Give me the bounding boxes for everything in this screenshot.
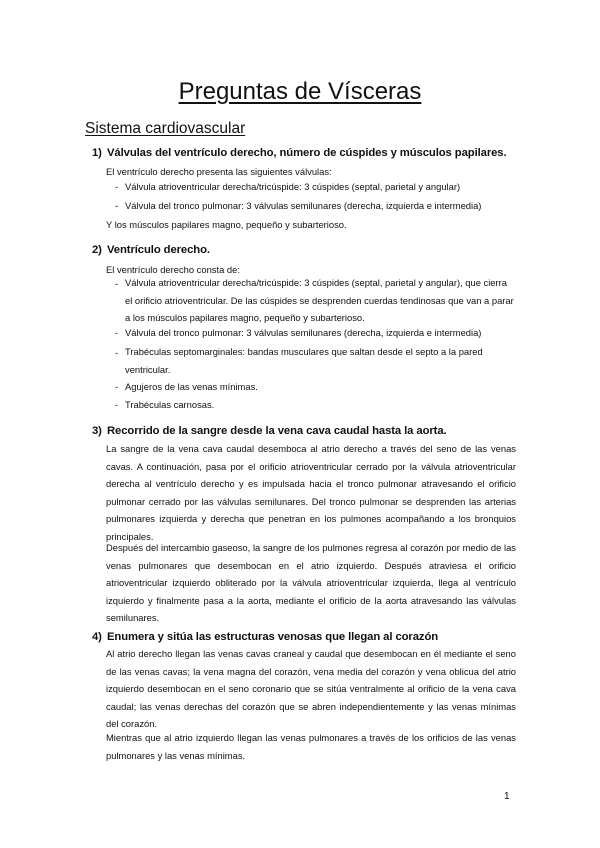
page-number: 1 — [504, 791, 510, 802]
question-2-heading — [92, 244, 210, 256]
question-4-paragraph: Mientras que al atrio izquierdo llegan las venas pulmonares a través de los orificios de las venas pulmonares y las venas mínimas. — [106, 732, 516, 761]
question-1-number: 1) — [92, 147, 102, 159]
bullet-dash: - — [115, 181, 119, 192]
question-3-title: Recorrido de la sangre desde la vena cava caudal hasta la aorta. — [107, 425, 447, 437]
bullet-dash: - — [115, 200, 119, 211]
question-3-paragraph: Después del intercambio gaseoso, la sangre de los pulmones regresa al corazón por medio de las venas pulmonares que desembocan en el atrio izquierdo. Después atraviesa el orificio atrioventricular izquierdo obliterado por la válvula atrioventricular izquierda, llega al ventrículo izquierdo y finalmente pasa a la aorta, mediante el orificio de la aorta atravesando las válvulas semilunares. — [106, 542, 516, 623]
question-4-title: Enumera y sitúa las estructuras venosas que llegan al corazón — [107, 631, 439, 643]
question-1-heading — [92, 147, 507, 159]
page-title: Preguntas de Vísceras — [178, 78, 422, 105]
bullet-dash: - — [115, 381, 119, 392]
question-3-paragraph: La sangre de la vena cava caudal desemboca al atrio derecho a través del seno de las venas cavas. A continuación, pasa por el orificio atrioventricular cerrado por la válvula atrioventricular derecha al ventrículo derecho y es impulsada hacia el tronco pulmonar atravesando el orificio pulmonar cerrado por las válvulas semilunares. Del tronco pulmonar se desprenden las arterias pulmonares izquierda y derecha que penetran en los pulmones acompañando a los bronquios principales. — [106, 443, 516, 542]
question-1-bullet: Válvula atrioventricular derecha/tricúspide: 3 cúspides (septal, parietal y angular) — [125, 181, 461, 192]
question-2-title: Ventrículo derecho. — [107, 244, 210, 256]
bullet-dash: - — [115, 327, 119, 338]
question-4-number: 4) — [92, 631, 102, 643]
question-2-bullet: Válvula del tronco pulmonar: 3 válvulas semilunares (derecha, izquierda e intermedia) — [125, 327, 482, 338]
question-2-bullet: Válvula atrioventricular derecha/tricúspide: 3 cúspides (septal, parietal y angular), que cierra el orificio atrioventricular. De las cúspides se desprenden cuerdas tendinosas que van a parar a los músculos papilares magno, pequeño y subarterioso. — [125, 277, 514, 323]
question-1-title: Válvulas del ventrículo derecho, número de cúspides y músculos papilares. — [107, 147, 507, 159]
question-2-bullet: Trabéculas carnosas. — [125, 399, 215, 410]
bullet-dash: - — [115, 347, 119, 358]
question-4-heading — [92, 631, 438, 643]
question-3-heading — [92, 425, 447, 437]
question-3-number: 3) — [92, 425, 102, 437]
question-2-bullet: Trabéculas septomarginales: bandas musculares que saltan desde el septo a la pared ventricular. — [125, 346, 483, 375]
question-2-intro: El ventrículo derecho consta de: — [106, 264, 240, 275]
question-1-closing: Y los músculos papilares magno, pequeño y subarterioso. — [106, 219, 347, 230]
question-1-bullet: Válvula del tronco pulmonar: 3 válvulas semilunares (derecha, izquierda e intermedia) — [125, 200, 482, 211]
question-2-number: 2) — [92, 244, 102, 256]
question-2-bullet: Agujeros de las venas mínimas. — [125, 381, 258, 392]
bullet-dash: - — [115, 278, 119, 289]
bullet-dash: - — [115, 399, 119, 410]
section-heading: Sistema cardiovascular — [85, 120, 246, 137]
question-4-paragraph: Al atrio derecho llegan las venas cavas craneal y caudal que desembocan en él mediante el seno de las venas cavas; la vena magna del corazón, vena media del corazón y vena oblicua del atrio izquierdo desembocan en el seno coronario que se sitúa ventralmente al orificio de la vena cava caudal; las venas derechas del corazón que se abren independientemente y las venas mínimas del corazón. — [106, 648, 516, 729]
question-1-intro: El ventrículo derecho presenta las siguientes válvulas: — [106, 166, 332, 177]
